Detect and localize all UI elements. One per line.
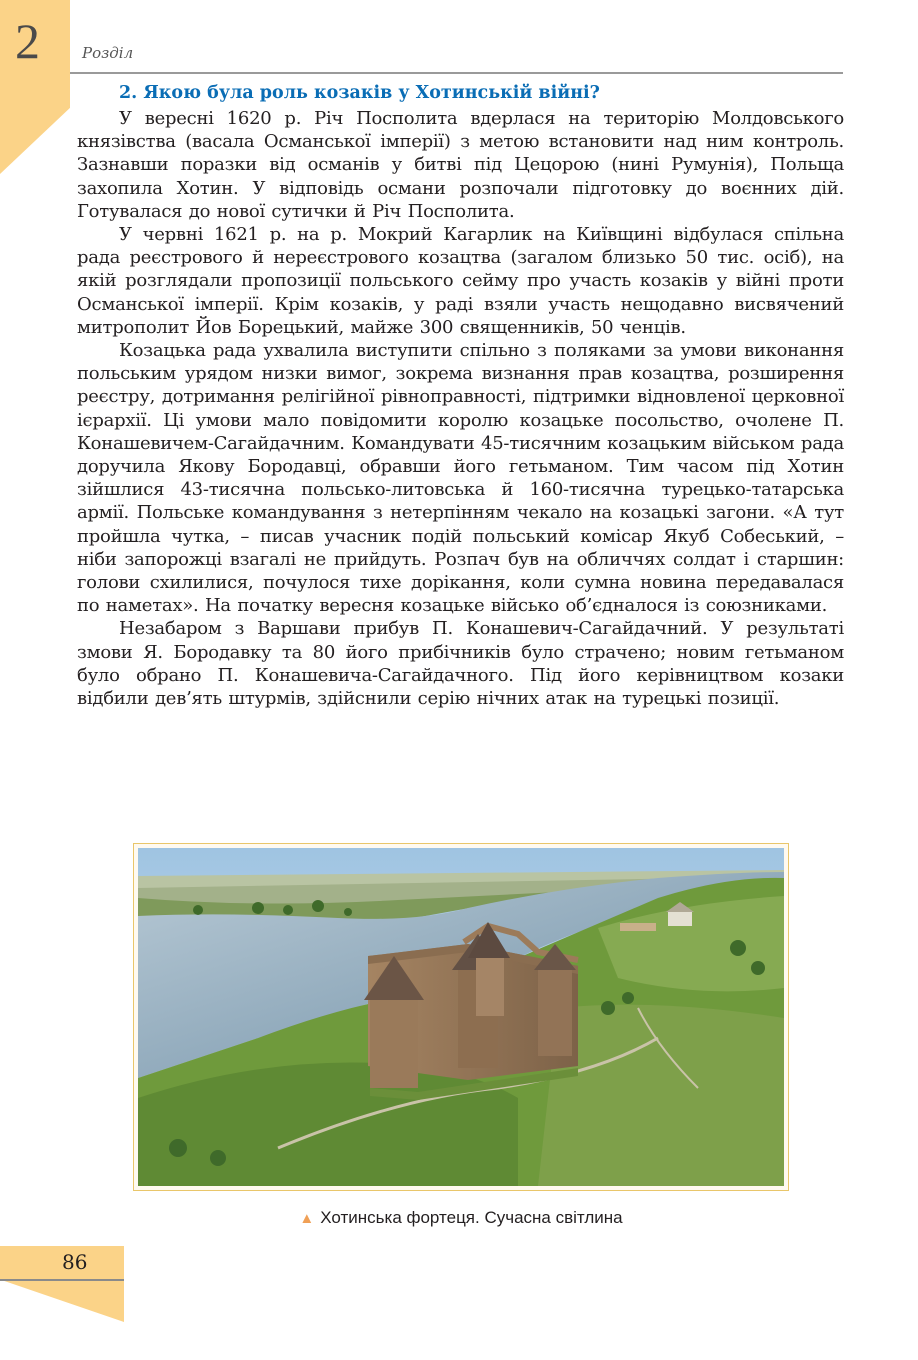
footer-divider — [0, 1279, 124, 1281]
chapter-number: 2 — [15, 13, 40, 69]
section-heading: 2. Якою була роль козаків у Хотинській війні? — [119, 83, 600, 103]
photo-frame — [133, 843, 789, 1191]
triangle-marker-icon: ▲ — [299, 1210, 315, 1227]
paragraph: У червні 1621 р. на р. Мокрий Кагарлик на Київщині відбулася спільна рада реєстрового й нереєстрового козацтва (загалом близько 50 тис. осіб), на якій розглядали пропозиції польського сейму про участь козаків у війні проти Османської імперії. Крім козаків, у раді взяли участь нещодавно висвячений митрополит Йов Борецький, майже 300 священників, 50 ченців. — [77, 224, 844, 338]
section-label: Розділ — [82, 44, 134, 62]
paragraph: У вересні 1620 р. Річ Посполита вдерлася на територію Молдовського князівства (васала Османської імперії) з метою встановити над ним контроль. Зазнавши поразки від османів у битві під Цецорою (нині Румунія), Польща захопила Хотин. У відповідь османи розпочали підготовку до воєнних дій. Готувалася до нової сутички й Річ Посполита. — [77, 108, 844, 222]
header-divider — [70, 72, 843, 74]
khotyn-fortress-photo — [138, 848, 784, 1186]
page-number: 86 — [62, 1250, 88, 1274]
figure-caption — [133, 1208, 789, 1228]
caption-text: Хотинська фортеця. Сучасна світлина — [320, 1208, 623, 1227]
paragraph: Козацька рада ухвалила виступити спільно з поляками за умови виконання польським урядом низки вимог, зокрема визнання прав козацтва, розширення реєстру, дотримання релігійної рівноправності, підтримки відновленої церковної ієрархії. Ці умови мало повідомити королю козацьке посольство, очолене П. Конашевичем-Сагайдачним. Командувати 45-тисячним козацьким військом рада доручила Якову Бородавці, обравши його гетьманом. Тим часом під Хотин зійшлися 43-тисячна польсько-литовська й 160-тисячна турецько-татарська армії. Польське командування з нетерпінням чекало на козацькі загони. «А тут пройшла чутка, – писав учасник подій польський комісар Якуб Собеський, – ніби запорожці взагалі не прийдуть. Розпач був на обличчях солдат і старшин: голови схилилися, почулося тихе дорікання, коли сумна новина передавалася по наметах». На початку вересня козацьке військо об’єдналося із союзниками. — [77, 340, 844, 617]
main-text — [77, 82, 844, 710]
paragraph: Незабаром з Варшави прибув П. Конашевич-Сагайдачний. У результаті змови Я. Бородавку та 80 його прибічників було страчено; новим гетьманом було обрано П. Конашевича-Сагайдачного. Під його керівництвом козаки відбили дев’ять штурмів, здійснили серію нічних атак на турецькі позиції. — [77, 618, 844, 710]
